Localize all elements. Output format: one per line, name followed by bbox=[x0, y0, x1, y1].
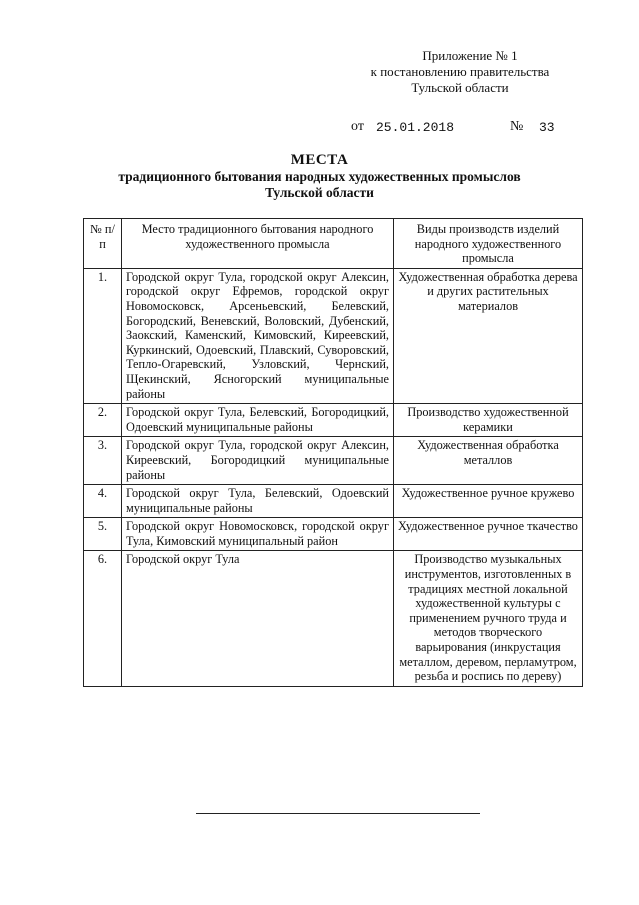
row-place: Городской округ Тула, Белевский, Одоевский муниципальные районы bbox=[122, 485, 394, 518]
date-prefix: от bbox=[351, 119, 364, 134]
closing-rule-divider bbox=[196, 813, 480, 814]
row-kind: Производство музыкальных инструментов, изготовленных в традициях местной локальной художественной культуры с применением ручного труда и методов творческого варьирования (инкрустация металлом, деревом, перламутром, резьба и роспись по дереву) bbox=[394, 551, 583, 686]
appendix-header bbox=[330, 48, 590, 96]
number-sign: № bbox=[510, 119, 524, 134]
document-heading bbox=[0, 152, 639, 201]
row-num: 5. bbox=[84, 518, 122, 551]
header-place: Место традиционного бытования народного художественного промысла bbox=[122, 219, 394, 269]
table-row bbox=[84, 485, 583, 518]
row-place: Городской округ Новомосковск, городской округ Тула, Кимовский муниципальный район bbox=[122, 518, 394, 551]
row-num: 6. bbox=[84, 551, 122, 686]
row-kind: Производство художественной керамики bbox=[394, 404, 583, 437]
appendix-line-1: Приложение № 1 bbox=[422, 48, 518, 63]
table-row bbox=[84, 551, 583, 686]
heading-line-2: традиционного бытования народных художественных промыслов bbox=[118, 169, 521, 184]
row-num: 3. bbox=[84, 437, 122, 485]
heading-line-3: Тульской области bbox=[265, 185, 374, 200]
table-row bbox=[84, 404, 583, 437]
heading-title: МЕСТА bbox=[290, 152, 349, 168]
row-kind: Художественная обработка дерева и других растительных материалов bbox=[394, 268, 583, 403]
row-num: 1. bbox=[84, 268, 122, 403]
row-place: Городской округ Тула, Белевский, Богородицкий, Одоевский муниципальные районы bbox=[122, 404, 394, 437]
row-num: 2. bbox=[84, 404, 122, 437]
row-kind: Художественная обработка металлов bbox=[394, 437, 583, 485]
row-num: 4. bbox=[84, 485, 122, 518]
table-row bbox=[84, 268, 583, 403]
crafts-table bbox=[83, 218, 583, 687]
table-row bbox=[84, 437, 583, 485]
table-row bbox=[84, 518, 583, 551]
row-place: Городской округ Тула, городской округ Алексин, городской округ Ефремов, городской округ Новомосковск, Арсеньевский, Белевский, Богородский, Веневский, Воловский, Дубенский, Заокский, Каменский, Кимовский, Киреевский, Куркинский, Одоевский, Плавский, Суворовский, Тепло-Огаревский, Узловский, Чернский, Щекинский, Ясногорский муниципальные районы bbox=[122, 268, 394, 403]
row-kind: Художественное ручное ткачество bbox=[394, 518, 583, 551]
appendix-line-3: Тульской области bbox=[411, 80, 509, 95]
table-header-row bbox=[84, 219, 583, 269]
document-number: 33 bbox=[539, 120, 555, 135]
header-kind: Виды производств изделий народного художественного промысла bbox=[394, 219, 583, 269]
row-kind: Художественное ручное кружево bbox=[394, 485, 583, 518]
row-place: Городской округ Тула bbox=[122, 551, 394, 686]
document-date: 25.01.2018 bbox=[376, 120, 455, 135]
appendix-line-2: к постановлению правительства bbox=[370, 64, 550, 79]
row-place: Городской округ Тула, городской округ Алексин, Киреевский, Богородицкий муниципальные районы bbox=[122, 437, 394, 485]
header-num: № п/п bbox=[84, 219, 122, 269]
